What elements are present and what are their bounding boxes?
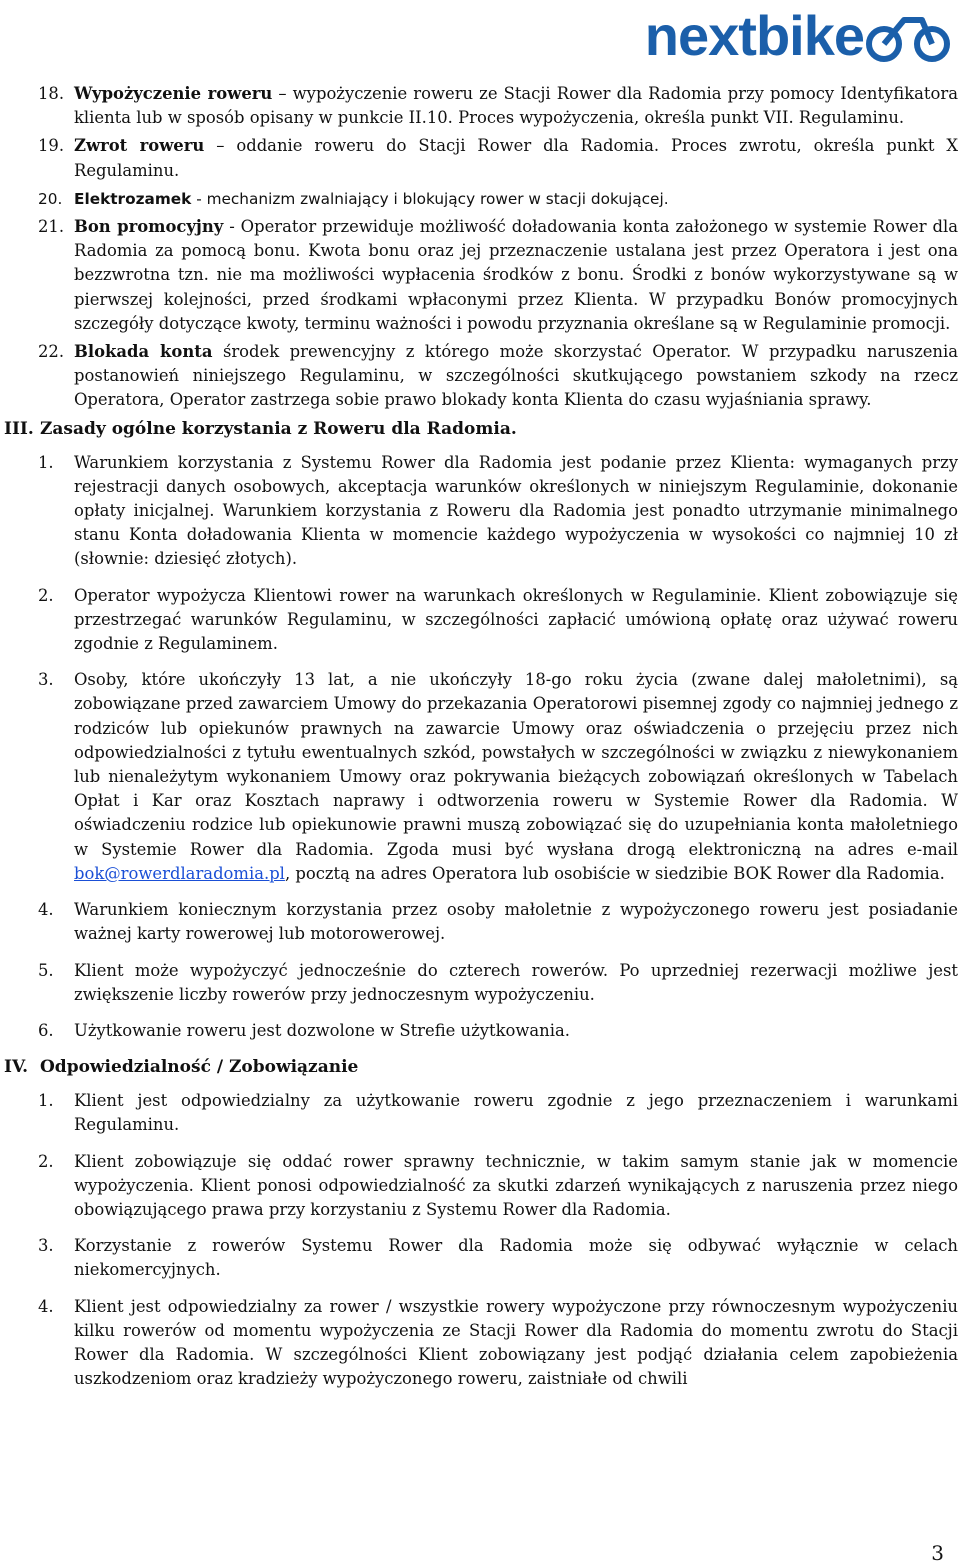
definition-term: Bon promocyjny xyxy=(74,217,224,237)
item-text: Klient jest odpowiedzialny za użytkowanie roweru zgodnie z jego przeznaczeniem i warunkami Regulaminu. xyxy=(74,1091,958,1135)
definition-text: środek prewencyjny z którego może skorzystać Operator. W przypadku naruszenia postanowień niniejszego Regulaminu, w szczególności skutkującego powstaniem szkody na rzecz Operatora, Operator zastrzega sobie prawo blokady konta Klienta do czasu wyjaśniania sprawy. xyxy=(74,342,958,410)
definitions-list xyxy=(38,82,958,413)
definition-item: 19. Zwrot roweru – oddanie roweru do Stacji Rower dla Radomia. Proces zwrotu, określa punkt X Regulaminu. xyxy=(38,134,958,182)
definition-term: Zwrot roweru xyxy=(74,136,205,156)
definition-item: 20. Elektrozamek - mechanizm zwalniający i blokujący rower w stacji dokującej. xyxy=(38,187,958,211)
list-item xyxy=(38,1234,958,1282)
item-number: 2. xyxy=(38,585,54,605)
item-number: 3. xyxy=(38,1236,54,1256)
definition-term: Wypożyczenie roweru xyxy=(74,84,273,103)
section-iii-list xyxy=(38,451,958,1043)
item-number: 1. xyxy=(38,1091,54,1111)
logo-wordmark: nextbike xyxy=(644,4,864,67)
section-number: IV. xyxy=(4,1057,29,1078)
section-iv-list xyxy=(38,1089,958,1391)
definition-item: 18. Wypożyczenie roweru – wypożyczenie roweru ze Stacji Rower dla Radomia przy pomocy Identyfikatora klienta lub w sposób opisany w punkcie II.10. Proces wypożyczenia, określa punkt VII. Regulaminu. xyxy=(38,82,958,130)
list-item xyxy=(38,1019,958,1043)
list-item xyxy=(38,1150,958,1223)
definition-text: oddanie roweru do Stacji Rower dla Radomia. Proces zwrotu, określa punkt X Regulaminu. xyxy=(74,136,959,180)
section-number: III. xyxy=(4,418,34,439)
definition-term: Blokada konta xyxy=(74,342,213,362)
item-text: Użytkowanie roweru jest dozwolone w Strefie użytkowania. xyxy=(74,1020,570,1040)
section-title: Odpowiedzialność / Zobowiązanie xyxy=(40,1057,359,1078)
page-number: 3 xyxy=(931,1541,944,1565)
section-heading-iv xyxy=(4,1055,958,1079)
bicycle-icon xyxy=(866,12,952,62)
item-number: 5. xyxy=(38,960,54,980)
item-number: 1. xyxy=(38,452,54,472)
list-item xyxy=(38,898,958,946)
definition-text: Operator przewiduje możliwość doładowania konta założonego w systemie Rower dla Radomia za pomocą bonu. Kwota bonu oraz jej przeznaczenie ustalana jest przez Operatora i jest ona bezzwrotna tzn. nie ma możliwości wypłacenia środków z bonu. Środki z bonów wykorzystywane są w pierwszej kolejności, przed środkami wpłaconymi przez Klienta. W przypadku Bonów promocyjnych szczegóły dotyczące kwoty, terminu ważności i powodu przyznania określane są w Regulaminie promocji. xyxy=(74,217,958,333)
item-number: 20. xyxy=(38,189,63,208)
email-link[interactable]: bok@rowerdlaradomia.pl xyxy=(74,863,285,883)
item-number: 21. xyxy=(38,217,65,237)
list-item xyxy=(38,1089,958,1137)
item-text: Warunkiem korzystania z Systemu Rower dla Radomia jest podanie przez Klienta: wymaganych przy rejestracji danych osobowych, akceptacja warunków określonych w niniejszym Regulaminie, dokonanie opłaty inicjalnej. Warunkiem korzystania z Roweru dla Radomia jest ponadto utrzymanie minimalnego stanu Konta doładowania Klienta w momencie każdego wypożyczenia w wysokości co najmniej 10 zł (słownie: dziesięć złotych). xyxy=(74,452,958,569)
list-item xyxy=(38,959,958,1007)
item-number: 19. xyxy=(38,136,65,156)
definition-term: Elektrozamek xyxy=(74,189,192,208)
definition-text: wypożyczenie roweru ze Stacji Rower dla Radomia przy pomocy Identyfikatora klienta lub w sposób opisany w punkcie II.10. Proces wypożyczenia, określa punkt VII. Regulaminu. xyxy=(74,84,958,128)
item-text: Klient może wypożyczyć jednocześnie do czterech rowerów. Po uprzedniej rezerwacji możliwe jest zwiększenie liczby rowerów przy jednoczesnym wypożyczeniu. xyxy=(74,960,958,1004)
list-item xyxy=(38,668,958,886)
item-number: 3. xyxy=(38,670,54,690)
item-text: Warunkiem koniecznym korzystania przez osoby małoletnie z wypożyczonego roweru jest posiadanie ważnej karty rowerowej lub motorowerowej. xyxy=(74,900,958,944)
item-text: , pocztą na adres Operatora lub osobiście w siedzibie BOK Rower dla Radomia. xyxy=(284,863,945,883)
definition-text: mechanizm zwalniający i blokujący rower w stacji dokującej. xyxy=(206,189,669,208)
list-item xyxy=(38,1295,958,1392)
item-number: 6. xyxy=(38,1020,54,1040)
definition-item: 21. Bon promocyjny - Operator przewiduje możliwość doładowania konta założonego w systemie Rower dla Radomia za pomocą bonu. Kwota bonu oraz jej przeznaczenie ustalana jest przez Operatora i jest ona bezzwrotna tzn. nie ma możliwości wypłacenia środków z bonu. Środki z bonów wykorzystywane są w pierwszej kolejności, przed środkami wpłaconymi przez Klienta. W przypadku Bonów promocyjnych szczegóły dotyczące kwoty, terminu ważności i powodu przyznania określane są w Regulaminie promocji. xyxy=(38,215,958,336)
item-text: Klient zobowiązuje się oddać rower sprawny technicznie, w takim samym stanie jak w momencie wypożyczenia. Klient ponosi odpowiedzialność za skutki zdarzeń wynikających z naruszenia przez niego obowiązującego prawa przy korzystaniu z Systemu Rower dla Radomia. xyxy=(74,1151,958,1219)
nextbike-logo xyxy=(644,4,952,67)
item-text: Osoby, które ukończyły 13 lat, a nie ukończyły 18-go roku życia (zwane dalej małoletnimi), są zobowiązane przed zawarciem Umowy do przekazania Operatorowi pisemnej zgody co najmniej jednego z rodziców lub opiekunów prawnych na zawarcie Umowy oraz oświadczenia o przejęciu przez nich odpowiedzialności z tytułu ewentualnych szkód, powstałych w szczególności w związku z niewykonaniem lub nienależytym wykonaniem Umowy oraz pokrywania bieżących zobowiązań określonych w Tabelach Opłat i Kar oraz Kosztach naprawy i odtworzenia roweru w Systemie Rower dla Radomia. W oświadczeniu rodzice lub opiekunowie prawni muszą zobowiązać się do uzupełniania konta małoletniego w Systemie Rower dla Radomia. Zgoda musi być wysłana drogą elektroniczną na adres e-mail xyxy=(74,670,958,859)
list-item xyxy=(38,451,958,572)
item-text: Korzystanie z rowerów Systemu Rower dla Radomia może się odbywać wyłącznie w celach niekomercyjnych. xyxy=(74,1236,958,1280)
item-number: 18. xyxy=(38,84,65,103)
item-number: 22. xyxy=(38,342,65,362)
item-text: Klient jest odpowiedzialny za rower / wszystkie rowery wypożyczone przy równoczesnym wypożyczeniu kilku rowerów od momentu wypożyczenia ze Stacji Rower dla Radomia do momentu zwrotu do Stacji Rower dla Radomia. W szczególności Klient zobowiązany jest podjąć działania celem zapobieżenia uszkodzeniom oraz kradzieży wypożyczonego roweru, zaistniałe od chwili xyxy=(74,1296,958,1389)
definition-item xyxy=(38,340,958,413)
item-number: 4. xyxy=(38,1296,54,1316)
list-item xyxy=(38,584,958,657)
section-heading-iii xyxy=(4,417,958,441)
item-number: 2. xyxy=(38,1151,54,1171)
item-number: 4. xyxy=(38,900,54,920)
section-title: Zasady ogólne korzystania z Roweru dla Radomia. xyxy=(40,418,517,439)
item-text: Operator wypożycza Klientowi rower na warunkach określonych w Regulaminie. Klient zobowiązuje się przestrzegać warunków Regulaminu, w szczególności zapłacić umówioną opłatę oraz używać roweru zgodnie z Regulaminem. xyxy=(74,585,958,654)
document-body xyxy=(4,82,959,1403)
